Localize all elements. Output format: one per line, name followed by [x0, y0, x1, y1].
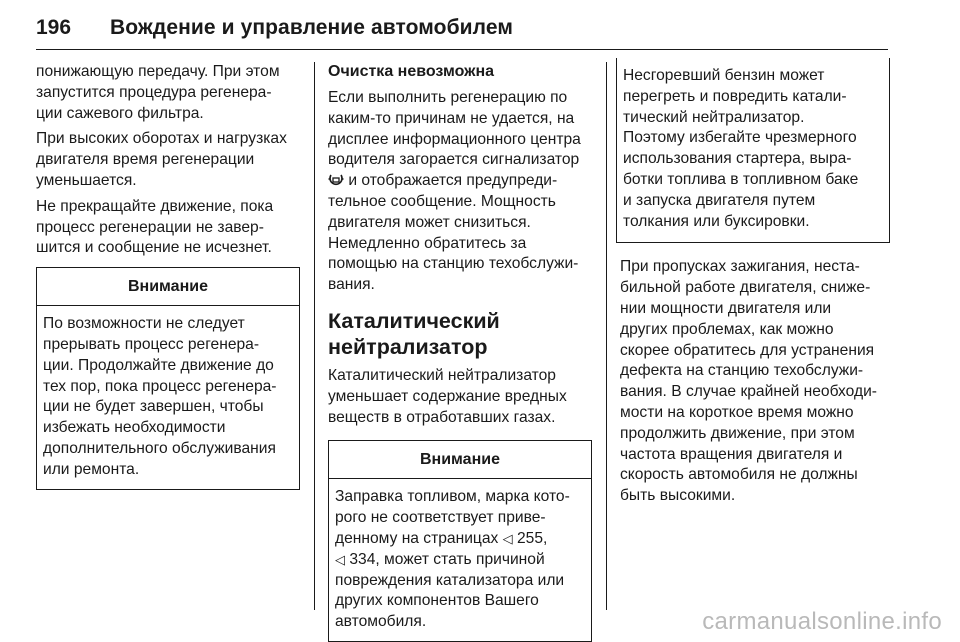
- subheading-cleaning-impossible: Очистка невозможна: [328, 63, 495, 80]
- notice-body: Заправка топливом, марка кото- рого не соответствует приве- денному на страницах ◁ 255, ◁ 334, может стать причиной повреждения катализатора или других компонентов Вашего автомобиля.: [335, 488, 570, 631]
- page-reference-arrow-icon: ◁: [335, 551, 345, 567]
- engine-warning-icon: [328, 173, 344, 187]
- column-divider-2: [606, 62, 607, 610]
- column-2: [328, 62, 592, 642]
- page-title: Вождение и управление автомобилем: [110, 16, 513, 39]
- paragraph-keep-driving: Не прекращайте движение, пока процесс регенерации не завер- шится и сообщение не исчезнет.: [36, 197, 274, 257]
- page-reference-link-255[interactable]: 255,: [517, 529, 548, 547]
- notice-title: Внимание: [37, 268, 299, 306]
- page-reference-link-334[interactable]: 334, может стать причиной: [349, 550, 545, 568]
- paragraph-catalytic-intro: Каталитический нейтрализатор уменьшает содержание вредных веществ в отработавших газах.: [328, 366, 567, 426]
- paragraph-regeneration-failed: Если выполнить регенерацию по каким-то причинам не удается, на дисплее информационного центра водителя загорается сигнализатор и отображается предупреди- тельное сообщение. Мощность двигателя может снизиться. Немедленно обратитесь за помощью на станцию техобслужи- вания.: [328, 89, 581, 294]
- page-reference-arrow-icon: ◁: [502, 530, 513, 546]
- watermark: carmanualsonline.info: [702, 608, 942, 635]
- warning-box-unburned-fuel: Несгоревший бензин может перегреть и повредить катали- тический нейтрализатор. Поэтому избегайте чрезмерного использования стартера, выра- ботки топлива в топливном баке и запуска двигателя путем толкания или буксировки.: [616, 58, 890, 243]
- column-divider-1: [314, 62, 315, 610]
- notice-box-fuel: [328, 440, 592, 642]
- section-title-catalytic-converter: Каталитический нейтрализатор: [328, 308, 500, 359]
- notice-box-regeneration: [36, 267, 300, 489]
- notice-body: По возможности не следует прерывать процесс регенера- ции. Продолжайте движение до тех пор, пока процесс регенера- ции не будет завершен, чтобы избежать необходимости дополнительного обслуживания или ремонта.: [43, 315, 277, 478]
- column-1: [36, 62, 300, 490]
- paragraph-high-rpm: При высоких оборотах и нагрузках двигателя время регенерации уменьшается.: [36, 130, 287, 189]
- page-header: [36, 8, 888, 50]
- paragraph-misfire: При пропусках зажигания, неста- бильной работе двигателя, сниже- нии мощности двигателя или других проблемах, как можно скорее обратитесь для устранения дефекта на станцию техобслужи- вания. В случае крайней необходи- мости на короткое время можно продолжить движение, при этом частота вращения двигателя и скорость автомобиля не должны быть высокими.: [620, 258, 877, 505]
- column-3: [620, 62, 890, 512]
- paragraph-downshift: понижающую передачу. При этом запустится процедура регенера- ции сажевого фильтра.: [36, 63, 280, 122]
- notice-title: Внимание: [329, 441, 591, 479]
- page-number: 196: [36, 16, 72, 39]
